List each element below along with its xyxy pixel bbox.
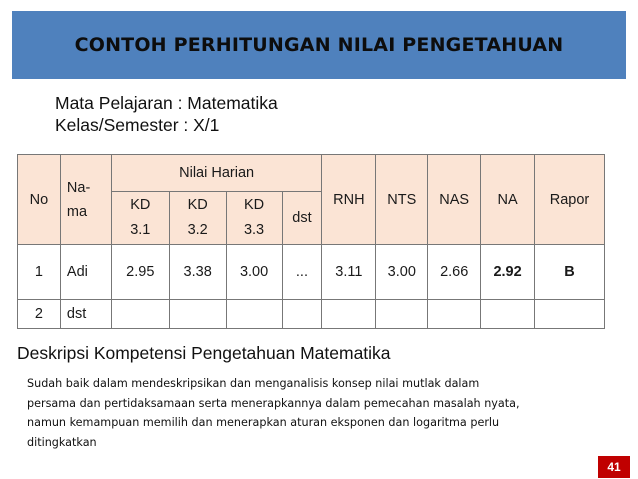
cell-nama: Adi <box>60 245 111 300</box>
cell-nts: 3.00 <box>376 245 428 300</box>
subject-info <box>55 92 278 136</box>
cell-nama: dst <box>60 300 111 329</box>
cell-kd-3-1: 2.95 <box>111 245 169 300</box>
cell-kd-3-1 <box>111 300 169 329</box>
cell-rapor <box>535 300 605 329</box>
cell-kd-3-2 <box>169 300 226 329</box>
grade-table <box>17 154 605 329</box>
cell-na <box>481 300 535 329</box>
description-line: persama dan pertidaksamaan serta menerapkannya dalam pemecahan masalah nyata, <box>27 396 520 410</box>
table-row <box>18 245 605 300</box>
header-dst: dst <box>282 192 322 245</box>
cell-na: 2.92 <box>481 245 535 300</box>
cell-rnh <box>322 300 376 329</box>
description-line: ditingkatkan <box>27 435 97 449</box>
cell-no: 2 <box>18 300 61 329</box>
description-line: namun kemampuan memilih dan menerapkan aturan eksponen dan logaritma perlu <box>27 416 500 429</box>
header-na: NA <box>481 155 535 245</box>
cell-dst <box>282 300 322 329</box>
cell-kd-3-2: 3.38 <box>169 245 226 300</box>
table-row <box>18 300 605 329</box>
header-kd-3-1 <box>111 192 169 245</box>
slide-title: CONTOH PERHITUNGAN NILAI PENGETAHUAN <box>74 34 564 56</box>
cell-rapor: B <box>535 245 605 300</box>
class-line: Kelas/Semester : X/1 <box>55 115 220 135</box>
cell-rnh: 3.11 <box>322 245 376 300</box>
header-rnh: RNH <box>322 155 376 245</box>
header-kd-label: KD <box>187 197 208 213</box>
header-nas: NAS <box>428 155 481 245</box>
cell-kd-3-3 <box>226 300 282 329</box>
description-line: Sudah baik dalam mendeskripsikan dan menganalisis konsep nilai mutlak dalam <box>27 377 480 390</box>
cell-dst: ... <box>282 245 322 300</box>
description-title: Deskripsi Kompetensi Pengetahuan Matematika <box>17 343 391 363</box>
header-kd-number: 3.3 <box>243 222 265 238</box>
header-kd-label: KD <box>243 197 265 213</box>
page-number-badge: 41 <box>598 456 630 478</box>
cell-no: 1 <box>18 245 61 300</box>
header-nama <box>60 155 111 245</box>
header-kd-3-3 <box>226 192 282 245</box>
header-kd-number: 3.1 <box>130 222 151 238</box>
header-nts: NTS <box>376 155 428 245</box>
header-nama-line1: Na- <box>66 179 91 196</box>
cell-kd-3-3: 3.00 <box>226 245 282 300</box>
subject-line: Mata Pelajaran : Matematika <box>55 93 278 113</box>
header-kd-3-2 <box>169 192 226 245</box>
cell-nas: 2.66 <box>428 245 481 300</box>
cell-nas <box>428 300 481 329</box>
header-nilai-harian: Nilai Harian <box>111 155 322 192</box>
header-rapor: Rapor <box>535 155 605 245</box>
header-kd-number: 3.2 <box>187 222 208 238</box>
header-nama-line2: ma <box>66 203 88 220</box>
cell-nts <box>376 300 428 329</box>
header-kd-label: KD <box>130 197 151 213</box>
title-banner <box>12 11 626 79</box>
description-body <box>27 374 607 452</box>
header-no: No <box>18 155 61 245</box>
